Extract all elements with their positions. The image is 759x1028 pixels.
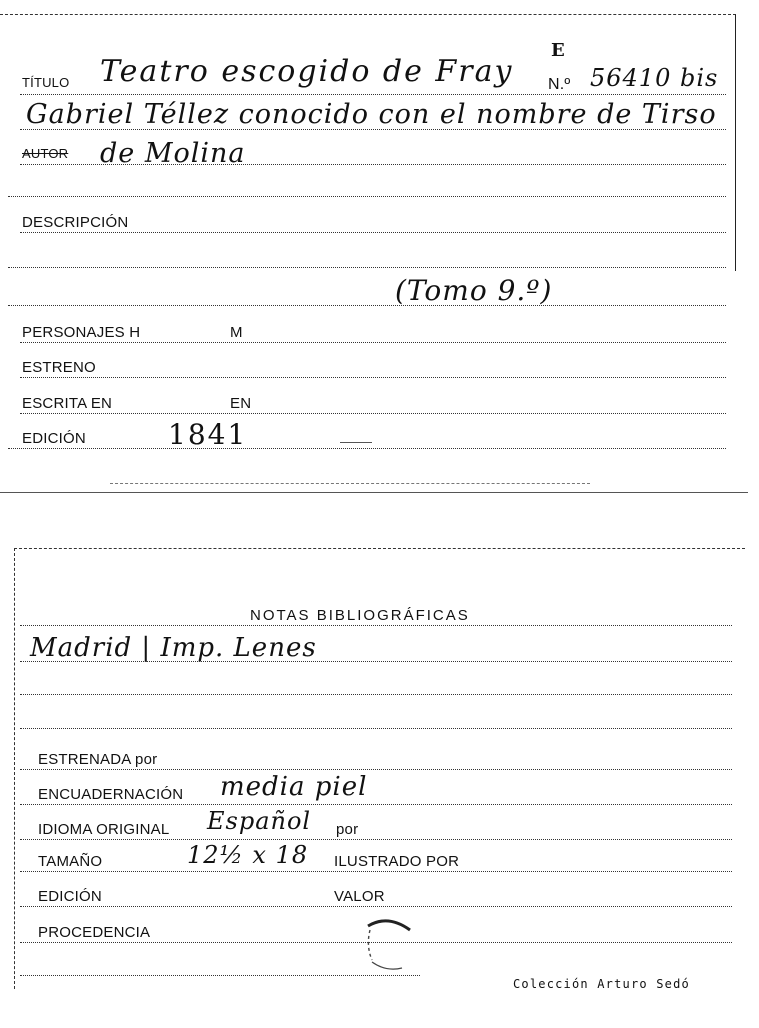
numero-label: N.º	[548, 76, 571, 93]
blank-rule-1	[8, 196, 726, 197]
escrita-en-label: EN	[230, 395, 252, 412]
titulo-value-line-1: Teatro escogido de Fray	[100, 54, 514, 89]
procedencia-label: PROCEDENCIA	[38, 924, 151, 941]
notas-rule-3	[20, 694, 732, 695]
autor-rule	[20, 164, 726, 165]
descripcion-value: (Tomo 9.º)	[395, 274, 553, 307]
notas-heading: NOTAS BIBLIOGRÁFICAS	[250, 607, 470, 624]
numero-value: 56410 bis	[590, 64, 719, 92]
valor-label: VALOR	[334, 888, 385, 905]
edicion-label-top: EDICIÓN	[22, 430, 86, 447]
card-separator	[0, 492, 748, 493]
titulo-rule-2	[20, 129, 726, 130]
personajes-m-label: M	[230, 324, 243, 341]
escrita-label: ESCRITA EN	[22, 395, 113, 412]
descripcion-rule	[20, 232, 726, 233]
estreno-rule	[20, 377, 726, 378]
notas-rule-4	[20, 728, 732, 729]
escrita-rule	[20, 413, 726, 414]
encuadernacion-label: ENCUADERNACIÓN	[38, 786, 184, 803]
personajes-rule	[20, 342, 726, 343]
numero-mark: E	[551, 40, 567, 61]
titulo-value-line-3: de Molina	[100, 138, 246, 169]
autor-label: AUTOR	[22, 146, 69, 161]
descripcion-label: DESCRIPCIÓN	[22, 214, 129, 231]
estrenada-rule	[20, 769, 732, 770]
idioma-por-label: por	[336, 821, 359, 838]
personajes-label: PERSONAJES H	[22, 324, 141, 341]
edicion-value-top: 1841	[168, 418, 248, 451]
idioma-rule	[20, 839, 732, 840]
pencil-stroke	[340, 442, 372, 443]
notas-rule-2	[20, 661, 732, 662]
edicion-rule-top	[8, 448, 726, 449]
ilustrado-label: ILUSTRADO POR	[334, 853, 460, 870]
tamano-value: 12½ x 18	[187, 841, 309, 869]
edicion-label-bottom: EDICIÓN	[38, 888, 102, 905]
ink-smudge-mark	[358, 912, 422, 976]
estrenada-label: ESTRENADA por	[38, 751, 158, 768]
titulo-rule-1	[20, 94, 726, 95]
blank-rule-2	[8, 267, 726, 268]
idioma-value: Español	[207, 807, 312, 835]
tamano-rule	[20, 871, 732, 872]
titulo-value-line-2: Gabriel Téllez conocido con el nombre de Tirso	[26, 99, 717, 130]
scan-artifact-rule	[110, 483, 590, 484]
blank-rule-3	[8, 305, 726, 306]
idioma-label: IDIOMA ORIGINAL	[38, 821, 170, 838]
edicion-rule-bottom	[20, 906, 732, 907]
encuadernacion-rule	[20, 804, 732, 805]
tamano-label: TAMAÑO	[38, 853, 103, 870]
coleccion-stamp: Colección Arturo Sedó	[513, 977, 690, 991]
notas-rule-1	[20, 625, 732, 626]
estreno-label: ESTRENO	[22, 359, 96, 376]
titulo-label: TÍTULO	[22, 75, 70, 90]
encuadernacion-value: media piel	[220, 772, 368, 802]
notas-value: Madrid | Imp. Lenes	[30, 633, 317, 663]
